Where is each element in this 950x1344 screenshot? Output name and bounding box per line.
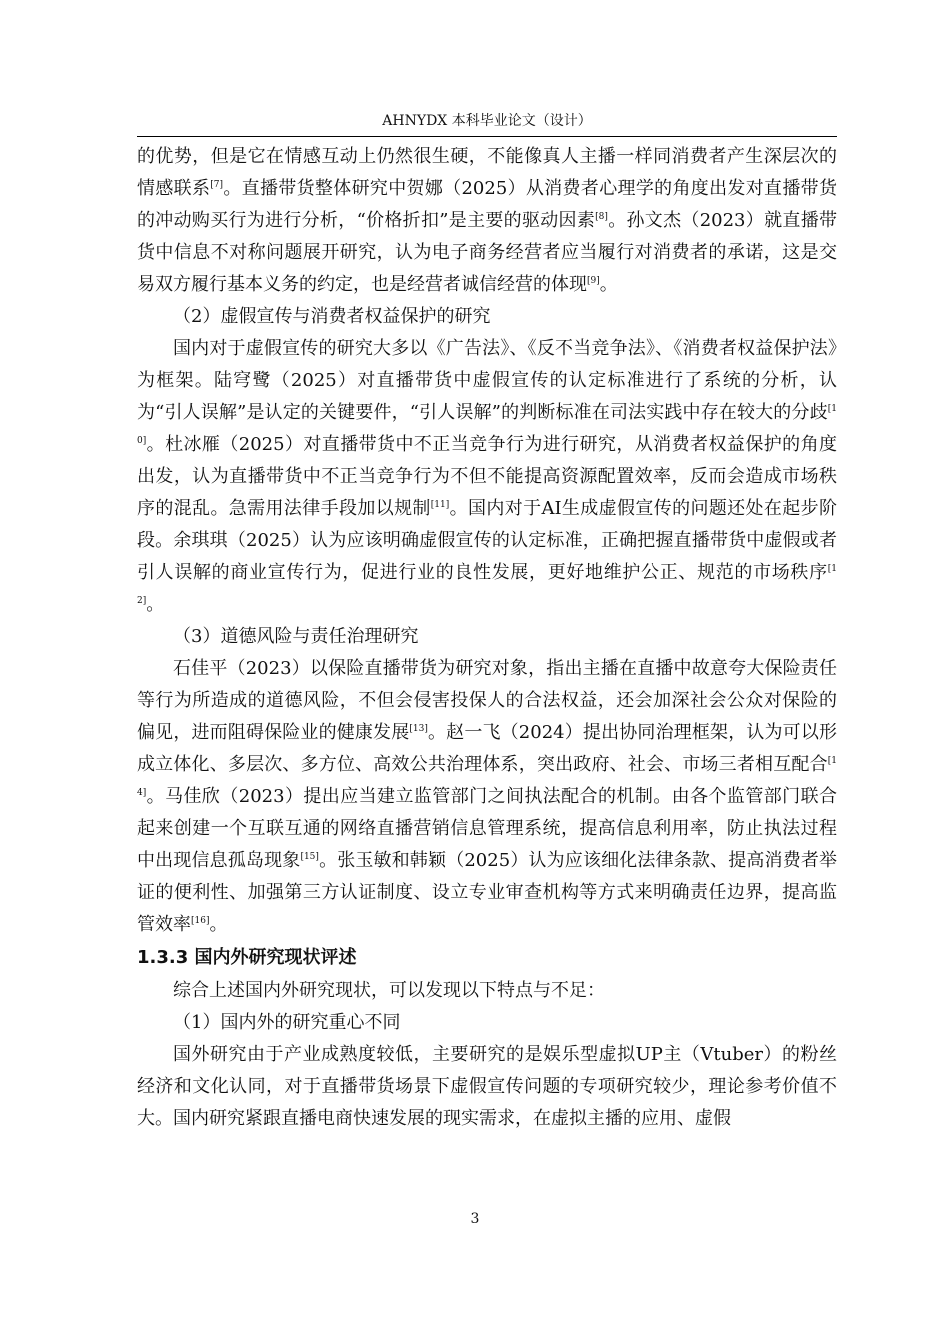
citation-12: [12]	[137, 564, 837, 606]
paragraph-3-text-e: 。	[209, 914, 228, 935]
citation-13: [13]	[409, 724, 428, 734]
paragraph-3-text-b: 。赵一飞（2024）提出协同治理框架，认为可以形成立体化、多层次、多方位、高效公共治理体系，突出政府、社会、市场三者相互配合	[137, 722, 837, 775]
paragraph-2-text-d: 。	[146, 594, 165, 615]
paragraph-2-text-a: 国内对于虚假宣传的研究大多以《广告法》、《反不当竞争法》、《消费者权益保护法》为框架。陆穹鹭（2025）对直播带货中虚假宣传的认定标准进行了系统的分析，认为“引人误解”是认定的关键要件，“引人误解”的判断标准在司法实践中存在较大的分歧	[137, 338, 837, 423]
citation-7: [7]	[210, 180, 224, 190]
paragraph-1-text-c: 。孙文杰（2023）就直播带货中信息不对称问题展开研究，认为电子商务经营者应当履行对消费者的承诺，这是交易双方履行基本义务的约定，也是经营者诚信经营的体现	[137, 210, 837, 295]
citation-11: [11]	[430, 500, 450, 510]
citation-16: [16]	[191, 916, 210, 926]
citation-15: [15]	[300, 852, 319, 862]
citation-9: [9]	[587, 276, 600, 286]
paragraph-4: 综合上述国内外研究现状，可以发现以下特点与不足：	[173, 980, 605, 1001]
page-body	[137, 141, 837, 1135]
paragraph-2-text-c: 。国内对于AI生成虚假宣传的问题还处在起步阶段。余琪琪（2025）认为应该明确虚假宣传的认定标准，正确把握直播带货中虚假或者引人误解的商业宣传行为，促进行业的良性发展，更好地维护公正、规范的市场秩序	[137, 498, 837, 583]
paragraph-3-text-a: 石佳平（2023）以保险直播带货为研究对象，指出主播在直播中故意夸大保险责任等行为所造成的道德风险，不但会侵害投保人的合法权益，还会加深社会公众对保险的偏见，进而阻碍保险业的健康发展	[137, 658, 837, 743]
paragraph-3-text-d: 。张玉敏和韩颖（2025）认为应该细化法律条款、提高消费者举证的便利性、加强第三方认证制度、设立专业审查机构等方式来明确责任边界，提高监管效率	[137, 850, 838, 935]
paragraph-1	[137, 141, 837, 301]
citation-14: [14]	[137, 756, 837, 798]
paragraph-5: 国外研究由于产业成熟度较低，主要研究的是娱乐型虚拟UP主（Vtuber）的粉丝经济和文化认同，对于直播带货场景下虚假宣传问题的专项研究较少，理论参考价值不大。国内研究紧跟直播电商快速发展的现实需求，在虚拟主播的应用、虚假	[137, 1044, 837, 1129]
subheading-4: （1）国内外的研究重心不同	[173, 1012, 401, 1033]
running-header: AHNYDX 本科毕业论文（设计）	[382, 113, 592, 129]
header-rule	[137, 136, 837, 137]
paragraph-3	[137, 653, 837, 941]
section-heading: 1.3.3 国内外研究现状评述	[137, 947, 357, 968]
paragraph-3-text-c: 。马佳欣（2023）提出应当建立监管部门之间执法配合的机制。由各个监管部门联合起来创建一个互联互通的网络直播营销信息管理系统，提高信息利用率，防止执法过程中出现信息孤岛现象	[137, 786, 837, 871]
paragraph-1-text-a: 的优势，但是它在情感互动上仍然很生硬，不能像真人主播一样同消费者产生深层次的情感联系	[137, 146, 837, 199]
citation-8: [8]	[595, 212, 608, 222]
paragraph-2-text-b: 。杜冰雁（2025）对直播带货中不正当竞争行为进行研究，从消费者权益保护的角度出发，认为直播带货中不正当竞争行为不但不能提高资源配置效率，反而会造成市场秩序的混乱。急需用法律手段加以规制	[137, 434, 837, 519]
paragraph-2	[137, 333, 837, 621]
paragraph-1-text-b: 。直播带货整体研究中贺娜（2025）从消费者心理学的角度出发对直播带货的冲动购买行为进行分析，“价格折扣”是主要的驱动因素	[137, 178, 838, 231]
subheading-3: （3）道德风险与责任治理研究	[173, 626, 419, 647]
subheading-2: （2）虚假宣传与消费者权益保护的研究	[173, 306, 491, 327]
page-number: 3	[470, 1211, 480, 1227]
citation-10: [10]	[137, 404, 837, 446]
paragraph-1-text-d: 。	[599, 274, 618, 295]
